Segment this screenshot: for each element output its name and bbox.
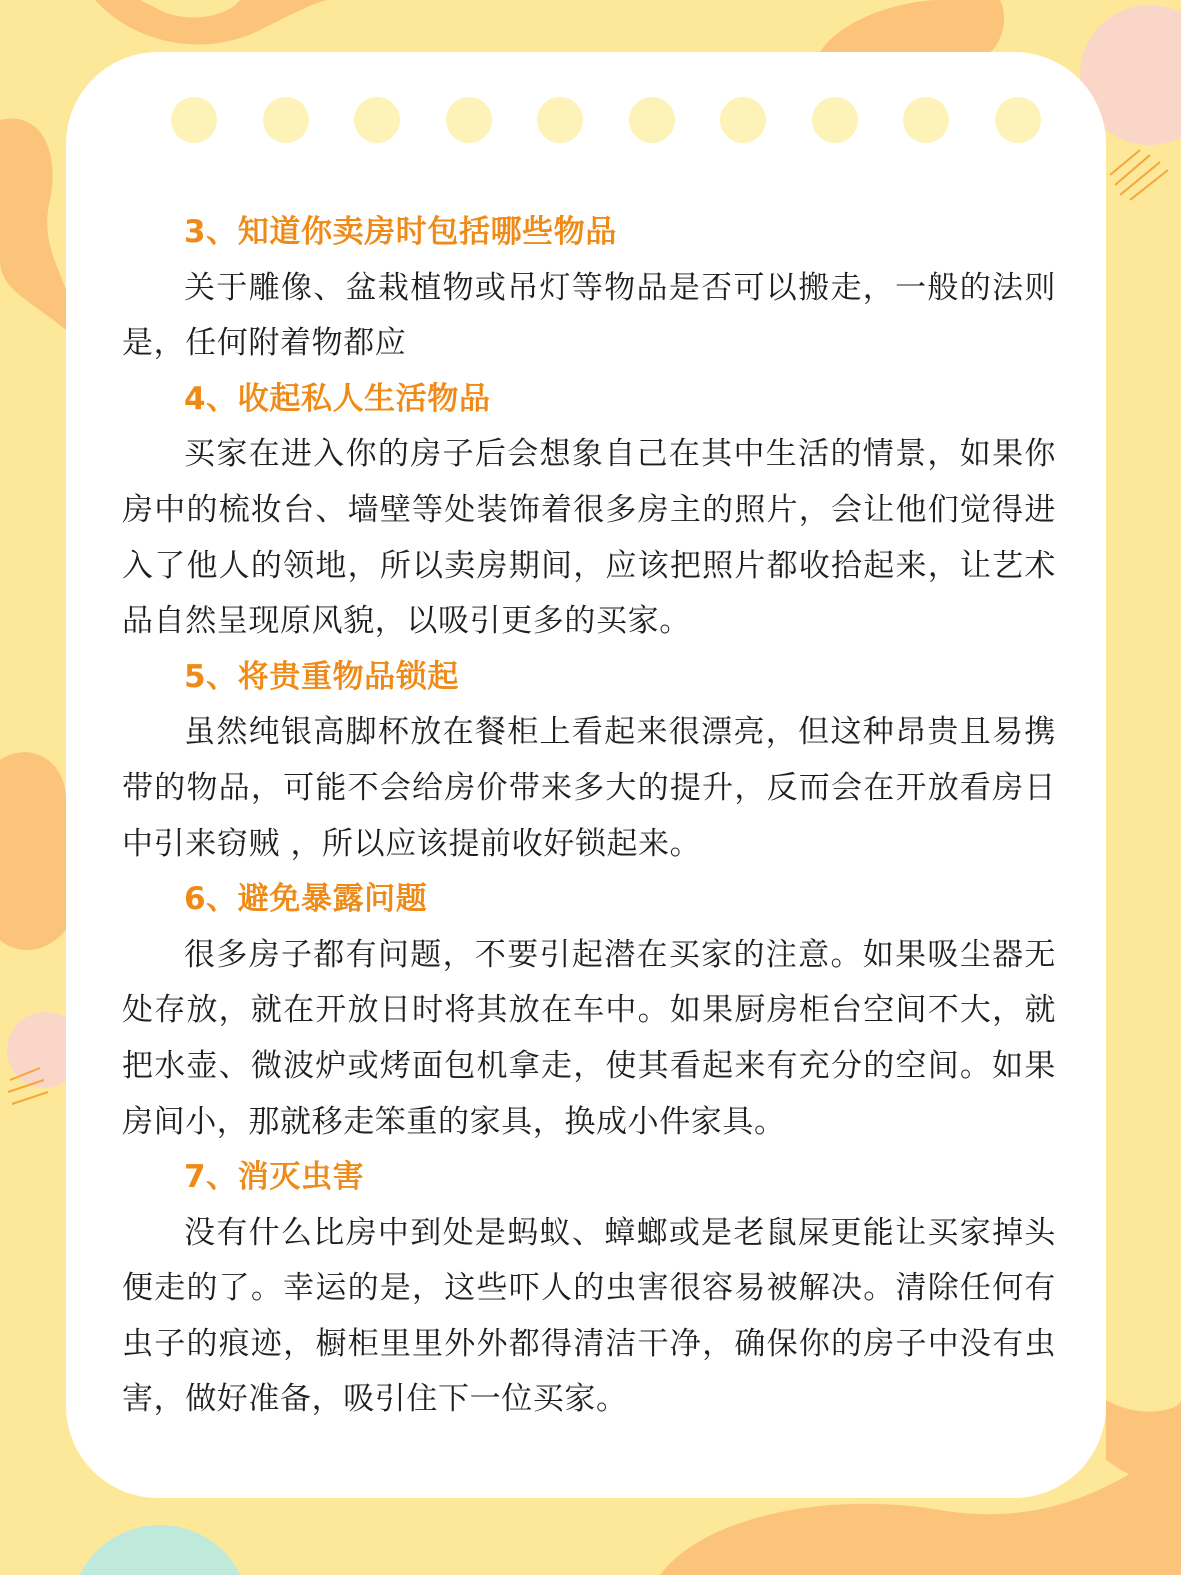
decorative-dot: [537, 97, 583, 143]
section-heading: 4、收起私人生活物品: [184, 380, 491, 417]
section-paragraph: 买家在进入你的房子后会想象自己在其中生活的情景，如果你房中的梳妆台、墙壁等处装饰着很多房主的照片，会让他们觉得进入了他人的领地，所以卖房期间，应该把照片都收拾起来，让艺术品自然呈现原风貌，以吸引更多的买家。: [122, 436, 1056, 640]
orange-band-bottom-right: [1106, 1400, 1181, 1483]
mint-circle-bottom-left: [70, 1525, 250, 1575]
section-paragraph: 很多房子都有问题，不要引起潜在买家的注意。如果吸尘器无处存放，就在开放日时将其放在车中。如果厨房柜台空间不大，就把水壶、微波炉或烤面包机拿走，使其看起来有充分的空间。如果房间小，那就移走笨重的家具，换成小件家具。: [122, 936, 1056, 1140]
content-card: [66, 52, 1106, 1498]
hatch-marks-right: [1110, 150, 1168, 200]
decorative-dot: [720, 97, 766, 143]
section-heading: 6、避免暴露问题: [184, 881, 428, 918]
decorative-dot: [446, 97, 492, 143]
decorative-dot: [263, 97, 309, 143]
section-heading: 7、消灭虫害: [184, 1159, 365, 1196]
section-paragraph: 没有什么比房中到处是蚂蚁、蟑螂或是老鼠屎更能让买家掉头便走的了。幸运的是，这些吓人的虫害很容易被解决。清除任何有虫子的痕迹，橱柜里里外外都得清洁干净，确保你的房子中没有虫害，做好准备，吸引住下一位买家。: [122, 1214, 1056, 1418]
decorative-dot: [354, 97, 400, 143]
decorative-dot: [812, 97, 858, 143]
decorative-dot: [903, 97, 949, 143]
section-heading: 5、将贵重物品锁起: [184, 658, 459, 695]
orange-blob-left: [0, 118, 66, 330]
decorative-dot: [995, 97, 1041, 143]
orange-swirl-top-left: [95, 0, 330, 44]
orange-blob-left-lower: [0, 752, 66, 950]
article-body: [122, 205, 1056, 1428]
decorative-dot: [629, 97, 675, 143]
decorative-dot: [171, 97, 217, 143]
section-paragraph: 关于雕像、盆栽植物或吊灯等物品是否可以搬走，一般的法则是，任何附着物都应: [122, 269, 1056, 362]
orange-blob-top-right: [820, 0, 1004, 52]
section-heading: 3、知道你卖房时包括哪些物品: [184, 214, 617, 250]
section-paragraph: 虽然纯银高脚杯放在餐柜上看起来很漂亮，但这种昂贵且易携带的物品，可能不会给房价带来多大的提升，反而会在开放看房日中引来窃贼 ，所以应该提前收好锁起来。: [122, 714, 1056, 862]
decorative-dot-row: [171, 97, 1041, 143]
